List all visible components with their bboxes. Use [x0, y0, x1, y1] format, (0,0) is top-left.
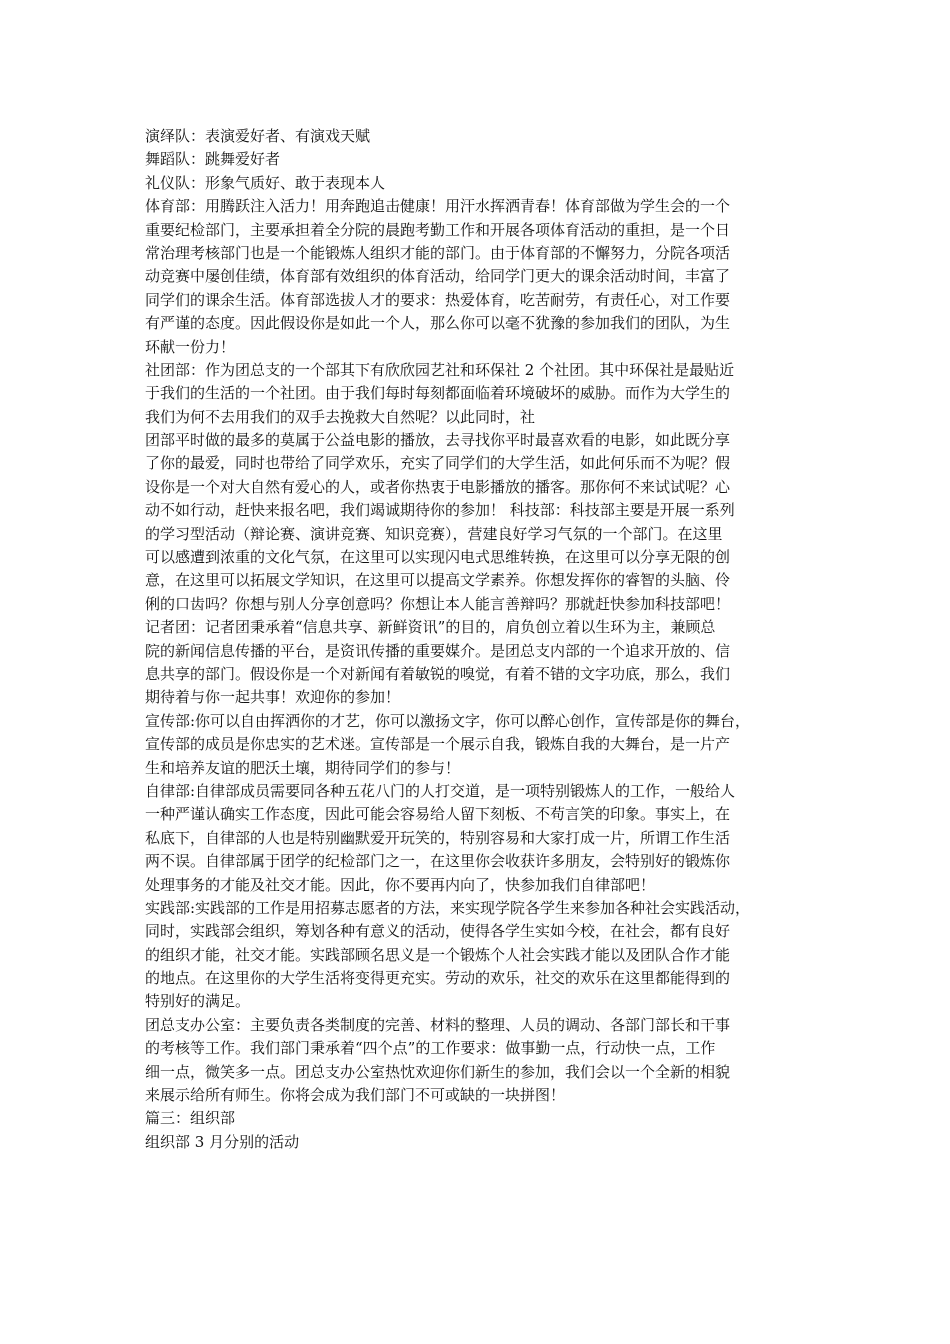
text-line: 常治理考核部门也是一个能锻炼人组织才能的部门。由于体育部的不懈努力，分院各项活 [145, 243, 731, 262]
text-line: 动不如行动，赶快来报名吧，我们竭诚期待你的参加！ 科技部：科技部主要是开展一系列 [145, 501, 735, 520]
text-line: 我们为何不去用我们的双手去挽救大自然呢？以此同时，社 [145, 407, 536, 426]
text-line: 息共享的部门。假设你是一个对新闻有着敏锐的嗅觉，有着不错的文字功底，那么，我们 [145, 664, 731, 683]
text-line: 的考核等工作。我们部门秉承着“四个点”的工作要求：做事勤一点，行动快一点，工作 [145, 1039, 716, 1058]
text-line: 实践部:实践部的工作是用招募志愿者的方法，来实现学院各学生来参加各种社会实践活动， [145, 898, 751, 917]
text-line: 社团部：作为团总支的一个部其下有欣欣园艺社和环保社 2 个社团。其中环保社是最贴近 [145, 360, 735, 379]
text-line: 意，在这里可以拓展文学知识，在这里可以提高文学素养。你想发挥你的睿智的头脑、伶 [145, 571, 731, 590]
text-line: 细一点，微笑多一点。团总支办公室热忱欢迎你们新生的参加，我们会以一个全新的相貌 [145, 1062, 731, 1081]
text-line: 演绎队：表演爱好者、有演戏天赋 [145, 127, 371, 145]
text-line: 同学们的课余生活。体育部选拔人才的要求：热爱体育，吃苦耐劳，有责任心，对工作要 [145, 290, 731, 309]
text-line: 组织部 3 月分别的活动 [145, 1132, 300, 1151]
text-line: 体育部：用腾跃注入活力！用奔跑追击健康！用汗水挥洒青春！体育部做为学生会的一个 [145, 197, 731, 216]
text-line: 宣传部:你可以自由挥洒你的才艺，你可以激扬文字，你可以醉心创作，宣传部是你的舞台， [145, 711, 751, 730]
text-line: 一种严谨认确实工作态度，因此可能会容易给人留下刻板、不苟言笑的印象。事实上，在 [145, 805, 731, 824]
text-line: 动竞赛中屡创佳绩，体育部有效组织的体育活动，给同学门更大的课余活动时间，丰富了 [145, 267, 731, 286]
text-line: 礼仪队：形象气质好、敢于表现本人 [145, 173, 386, 192]
text-line: 处理事务的才能及社交才能。因此，你不要再内向了，快参加我们自律部吧！ [145, 875, 656, 894]
text-line: 记者团：记者团秉承着“信息共享、新鲜资讯”的目的，肩负创立着以生环为主，兼顾总 [145, 618, 716, 637]
text-line: 俐的口齿吗？你想与别人分享创意吗？你想让本人能言善辩吗？那就赶快参加科技部吧！ [145, 594, 731, 613]
text-line: 特别好的满足。 [145, 992, 251, 1011]
document-body [145, 125, 810, 1154]
text-line: 两不误。自律部属于团学的纪检部门之一，在这里你会收获许多朋友，会特别好的锻炼你 [145, 852, 731, 871]
text-line: 有严谨的态度。因此假设你是如此一个人，那么你可以毫不犹豫的参加我们的团队，为生 [145, 314, 731, 333]
text-line: 重要纪检部门，主要承担着全分院的晨跑考勤工作和开展各项体育活动的重担，是一个日 [145, 220, 731, 239]
text-line: 团总支办公室：主要负责各类制度的完善、材料的整理、人员的调动、各部门部长和干事 [145, 1015, 731, 1034]
text-line: 来展示给所有师生。你将会成为我们部门不可或缺的一块拼图！ [145, 1086, 566, 1105]
section-heading: 篇三：组织部 [145, 1109, 236, 1128]
text-line: 期待着与你一起共事！欢迎你的参加！ [145, 688, 401, 707]
text-line: 自律部:自律部成员需要同各种五花八门的人打交道，是一项特别锻炼人的工作，一般给人 [145, 781, 736, 800]
text-line: 团部平时做的最多的莫属于公益电影的播放，去寻找你平时最喜欢看的电影，如此既分享 [145, 431, 731, 450]
text-line: 宣传部的成员是你忠实的艺术迷。宣传部是一个展示自我，锻炼自我的大舞台，是一片产 [145, 735, 731, 754]
text-line: 私底下，自律部的人也是特别幽默爱开玩笑的，特别容易和大家打成一片，所谓工作生活 [145, 828, 731, 847]
text-line: 的地点。在这里你的大学生活将变得更充实。劳动的欢乐，社交的欢乐在这里都能得到的 [145, 969, 731, 988]
text-line: 可以感遭到浓重的文化气氛，在这里可以实现闪电式思维转换，在这里可以分享无限的创 [145, 548, 731, 567]
text-line: 同时，实践部会组织，筹划各种有意义的活动，使得各学生实如今校，在社会，都有良好 [145, 922, 731, 941]
text-line: 环献一份力！ [145, 337, 236, 356]
text-line: 舞蹈队：跳舞爱好者 [145, 150, 281, 169]
text-line: 生和培养友谊的肥沃土壤，期待同学们的参与！ [145, 758, 461, 777]
text-line: 于我们的生活的一个社团。由于我们每时每刻都面临着环境破坏的威胁。而作为大学生的 [145, 384, 731, 403]
text-line: 了你的最爱，同时也带给了同学欢乐，充实了同学们的大学生活，如此何乐而不为呢？假 [145, 454, 731, 473]
text-line: 的学习型活动（辩论赛、演讲竞赛、知识竞赛），营建良好学习气氛的一个部门。在这里 [145, 524, 723, 543]
text-line: 院的新闻信息传播的平台，是资讯传播的重要媒介。是团总支内部的一个追求开放的、信 [145, 641, 731, 660]
text-line: 设你是一个对大自然有爱心的人，或者你热衷于电影播放的播客。那你何不来试试呢？心 [145, 477, 731, 496]
text-line: 的组织才能，社交才能。实践部顾名思义是一个锻炼个人社会实践才能以及团队合作才能 [145, 945, 731, 964]
